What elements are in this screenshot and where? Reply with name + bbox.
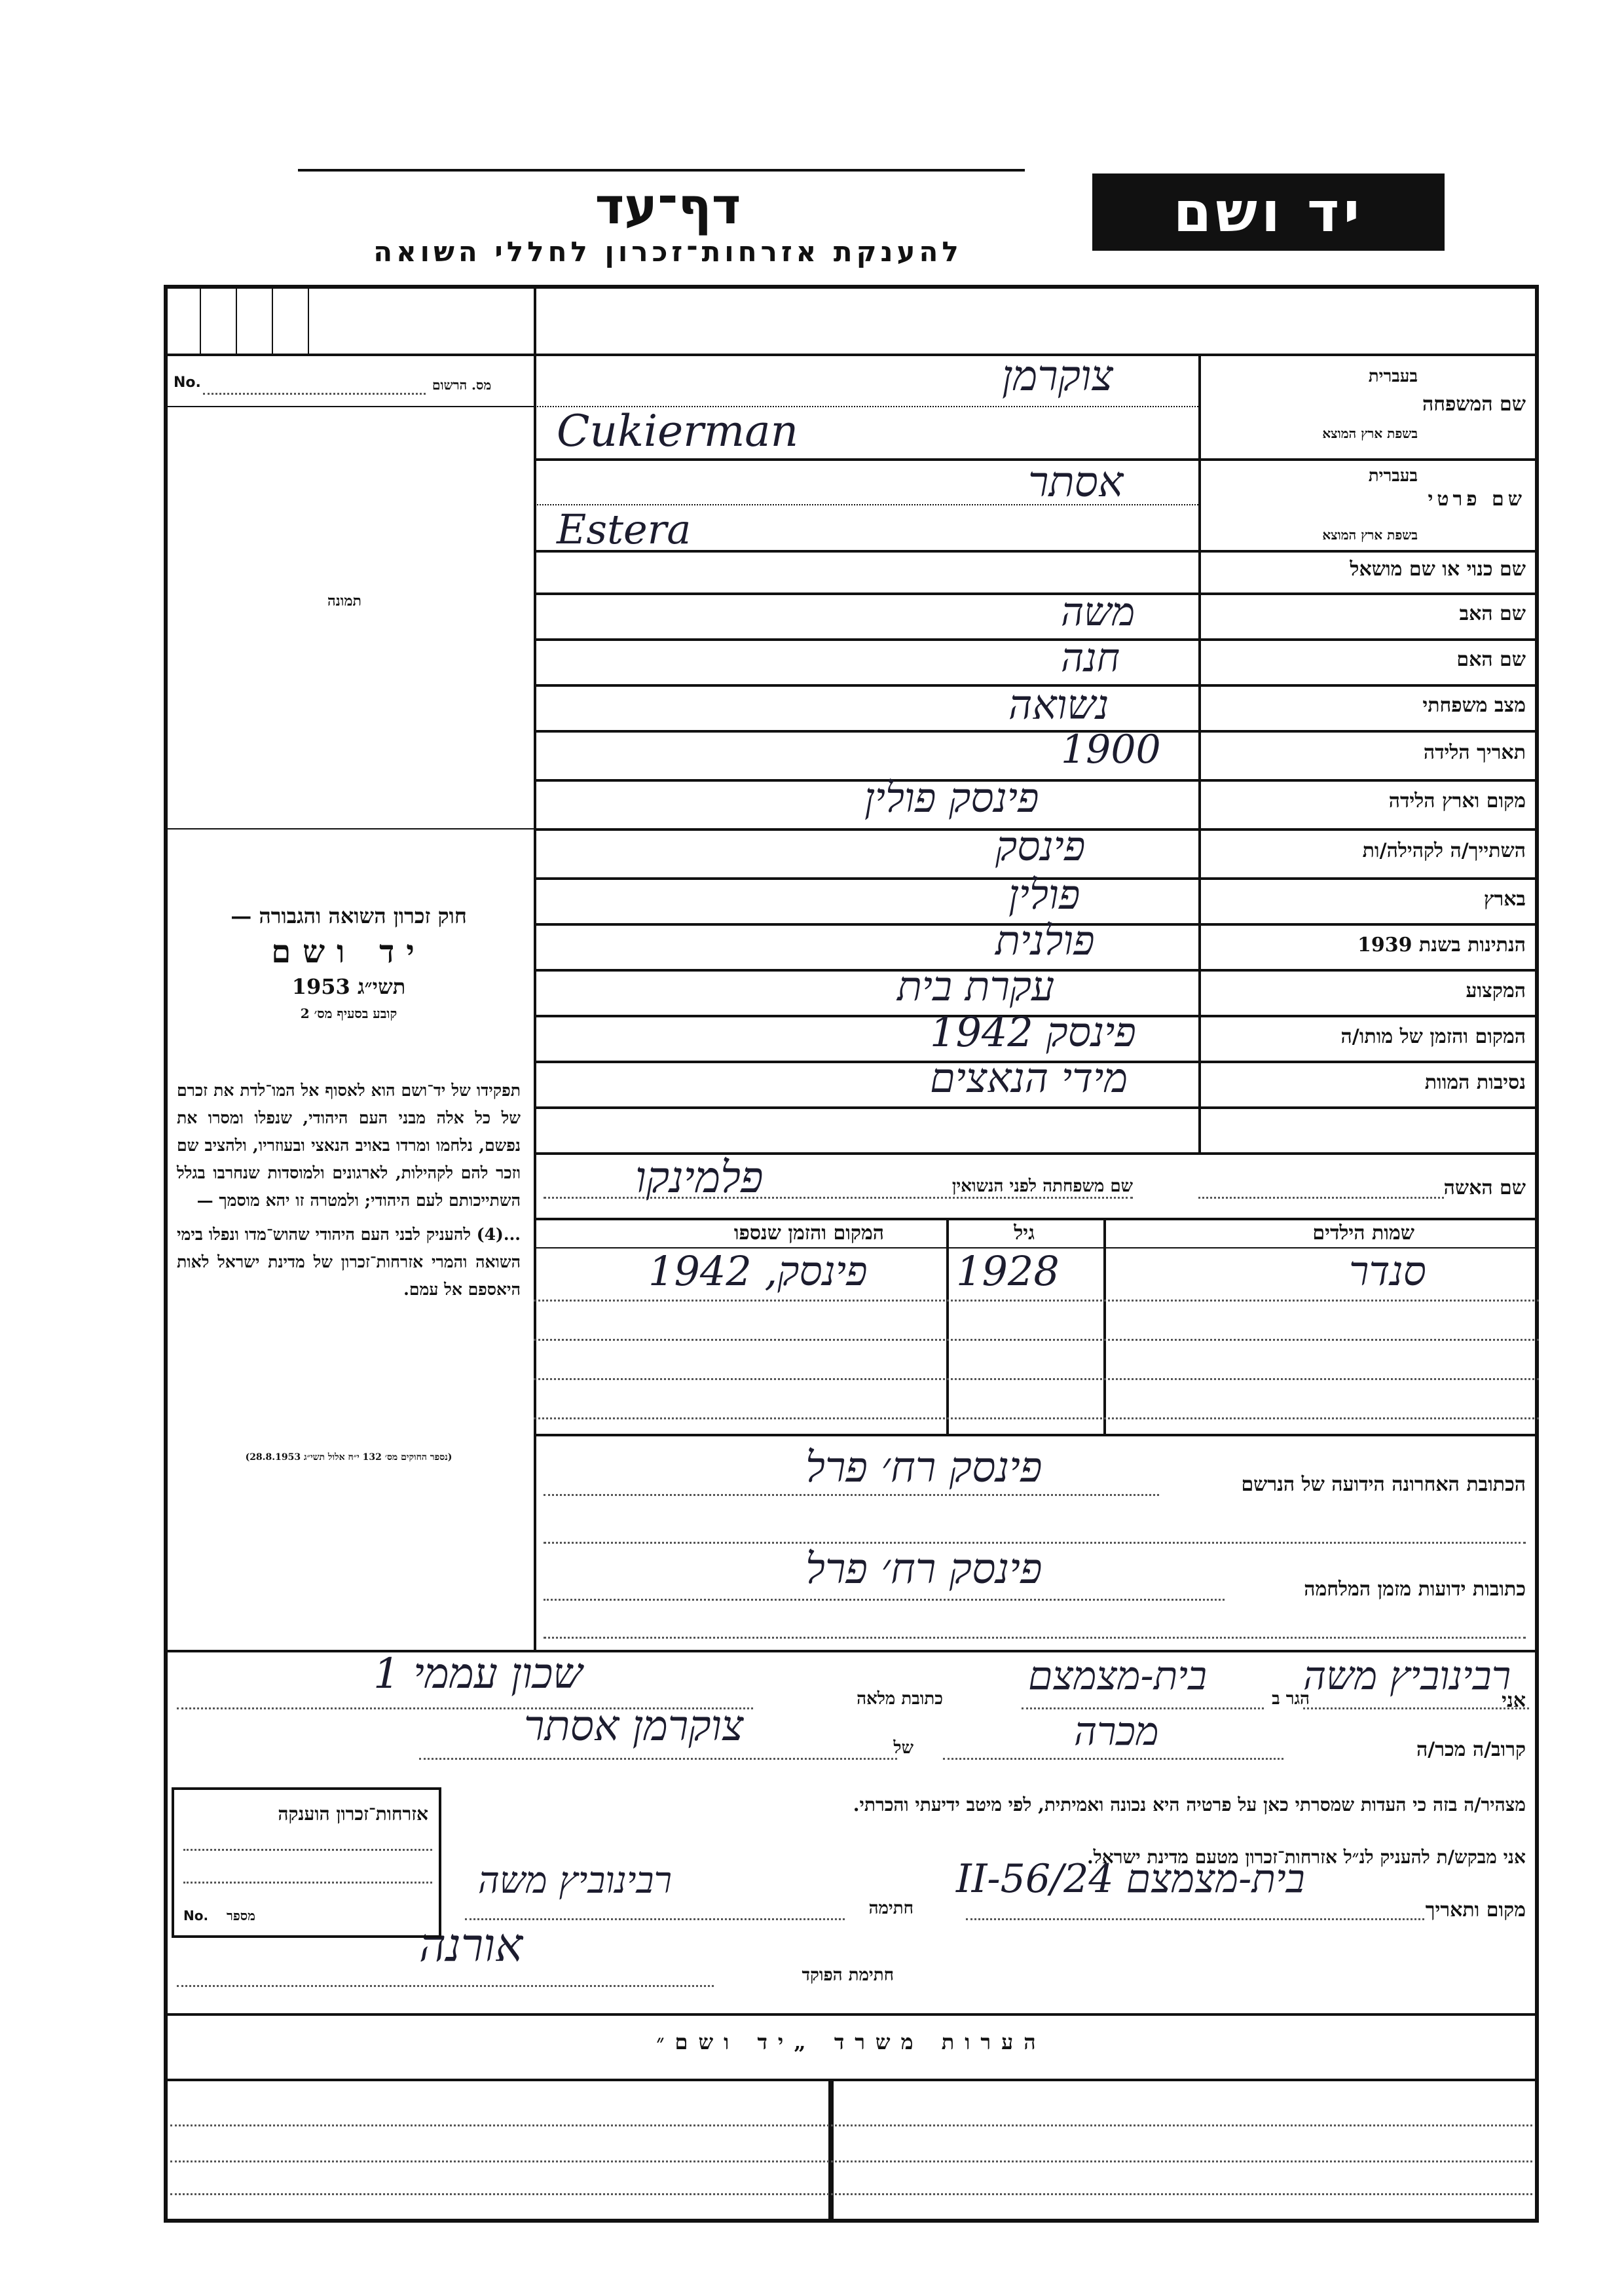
row-deathcause-bottom — [534, 1106, 1539, 1109]
reg-row-bottom — [164, 406, 534, 407]
value-war-address[interactable]: פינסק רח׳ פרל — [805, 1545, 1043, 1594]
law-title: חוק זכרון השואה והגבורה — — [231, 903, 467, 928]
value-marital[interactable]: נשואה — [1008, 681, 1109, 729]
label-birth-place: מקום וארץ הלידה — [1388, 790, 1526, 812]
value-citizenship[interactable]: פולנית — [995, 917, 1095, 964]
remarks-line[interactable] — [170, 2193, 1532, 2195]
war-address-field-2 — [544, 1637, 1526, 1639]
value-resides[interactable]: בית-מצמצם — [1028, 1653, 1207, 1699]
label-family-name: שם המשפחה — [1422, 393, 1526, 416]
i-field[interactable] — [1303, 1707, 1529, 1709]
address-divider — [534, 1434, 536, 1650]
label-place-date: מקום ותאריך — [1425, 1899, 1526, 1922]
label-nickname: שם כנוי או שם מושאל — [1350, 558, 1526, 581]
law-text — [177, 1077, 521, 1303]
label-of: של — [893, 1738, 913, 1758]
label-death-place: המקום והזמן של מותו/ה — [1340, 1025, 1526, 1048]
law-clause: קובע בסעיף מס׳ 2 — [300, 1006, 397, 1021]
col-children-age: גיל — [1014, 1222, 1035, 1245]
value-relative[interactable]: מכרה — [1074, 1709, 1159, 1755]
law-footnote: (נספר החוקים מס׳ 132 י״ח אלול תשי״ג 28.8.1953) — [245, 1452, 452, 1463]
page-subtitle: להענקת אזרחות־זכרון לחללי השואה — [373, 236, 963, 268]
value-mother[interactable]: חנה — [1061, 635, 1120, 681]
children-row-line — [534, 1339, 1539, 1341]
label-resides: הגר ב — [1272, 1689, 1310, 1709]
label-country: בארץ — [1483, 888, 1526, 911]
citizenship-no-label: No. — [183, 1908, 209, 1923]
value-country[interactable]: פולין — [1008, 871, 1080, 919]
last-address-field[interactable] — [544, 1494, 1159, 1496]
remarks-title: הערות משרד „יד ושם״ — [656, 2030, 1046, 2054]
value-place-date[interactable]: בית-מצמצם 24/II-56 — [956, 1856, 1305, 1902]
children-col-divider-2 — [1103, 1218, 1106, 1434]
label-marital: מצב משפחתי — [1422, 694, 1526, 717]
address-bottom — [164, 1650, 1539, 1652]
value-last-address[interactable]: פינסק רח׳ פרל — [805, 1444, 1043, 1492]
children-row-line — [534, 1417, 1539, 1419]
value-first-origin[interactable]: Estera — [557, 505, 692, 553]
spouse-bottom — [534, 1218, 1539, 1220]
label-officer-signature: חתימת הפוקד — [802, 1965, 894, 1985]
label-first-name: שם פרטי — [1428, 488, 1526, 511]
label-full-address: כתובת מלאה — [857, 1689, 943, 1709]
value-officer-signature[interactable]: אורנה — [419, 1918, 523, 1972]
citizenship-granted-box — [172, 1787, 441, 1938]
value-father[interactable]: משה — [1061, 589, 1135, 635]
label-signature: חתימה — [868, 1899, 913, 1918]
relative-field[interactable] — [943, 1758, 1283, 1760]
label-community: השתייך/ה לקהילה/ות — [1362, 839, 1526, 862]
label-father: שם האב — [1459, 602, 1526, 625]
children-bottom — [534, 1434, 1539, 1436]
citizenship-number-label: מספר — [227, 1908, 255, 1923]
header-rule — [298, 169, 1025, 172]
label-family-origin: בשפת ארץ המוצא — [1322, 426, 1418, 441]
logo-text: יד ושם — [1173, 180, 1364, 244]
value-death-place[interactable]: פינסק 1942 — [930, 1008, 1136, 1056]
top-box-bottom — [164, 354, 1539, 356]
citizenship-box-title: אזרחות־זכרון הוענקה — [278, 1803, 428, 1825]
label-first-origin: בשפת ארץ המוצא — [1322, 527, 1418, 543]
label-i: אני — [1502, 1689, 1526, 1712]
war-address-field[interactable] — [544, 1599, 1225, 1601]
value-signature[interactable]: רבינוביץ משה — [478, 1859, 673, 1902]
law-paragraph-1: תפקידו של יד־ושם הוא לאסוף אל המו־לדת את זכרם של כל אלה מבני העם היהודי, שנפלו ומסרו את נפשם, נלחמו ומרדו באויב הנאצי ובעוזריו, ולהציב שם וזכר להם לקהילות, לארגונים ולמוסדות שנחרבו בגלל השתייכותם לעם היהודי; ולמטרה זו יהא מוסמך — — [177, 1081, 521, 1210]
row-father-top — [534, 592, 1539, 595]
value-i[interactable]: רבינוביץ משה — [1303, 1653, 1511, 1699]
reg-no-field[interactable] — [203, 393, 426, 395]
label-last-address: הכתובת האחרונה הידועה של הנרשם — [1241, 1473, 1526, 1496]
children-col-divider-1 — [946, 1218, 949, 1434]
maiden-field[interactable] — [544, 1197, 1133, 1199]
label-family-hebrew: בעברית — [1368, 367, 1418, 386]
label-first-hebrew: בעברית — [1368, 466, 1418, 486]
value-profession[interactable]: עקרת בית — [897, 962, 1055, 1010]
value-of[interactable]: צוקרמן אסתר — [524, 1702, 744, 1751]
photo-bottom — [164, 828, 534, 829]
label-citizenship: הנתינות בשנת 1939 — [1357, 934, 1526, 957]
reg-box-4 — [308, 288, 309, 354]
of-field[interactable] — [419, 1758, 897, 1760]
law-block — [174, 903, 524, 1022]
child-name[interactable]: סנדר — [1349, 1247, 1426, 1295]
last-address-field-2 — [544, 1542, 1526, 1544]
col-children-names: שמות הילדים — [1312, 1222, 1414, 1245]
remarks-divider — [828, 2079, 834, 2219]
value-family-origin[interactable]: Cukierman — [557, 406, 799, 456]
remarks-line[interactable] — [170, 2124, 1532, 2126]
label-column-divider — [1198, 354, 1201, 1152]
label-mother: שם האם — [1456, 648, 1526, 671]
reg-label: מס. הרשום — [432, 377, 492, 393]
page-title: דף־עד — [595, 177, 741, 235]
value-first-hebrew[interactable]: אסתר — [1028, 458, 1124, 507]
request-text: אני מבקש/ת להעניק לנ״ל אזרחות־זכרון מטעם מדינת ישראל. — [1086, 1846, 1526, 1868]
label-profession: המקצוע — [1466, 979, 1526, 1002]
value-death-cause[interactable]: מידי הנאצים — [930, 1054, 1128, 1102]
law-year: תשי״ג 1953 — [291, 974, 406, 999]
value-birth-date[interactable]: 1900 — [1061, 727, 1161, 773]
officer-signature-field[interactable] — [177, 1985, 714, 1987]
photo-label: תמונה — [327, 592, 361, 610]
label-wife: שם האשה — [1443, 1176, 1526, 1199]
law-paragraph-2: ...(4) להעניק לבני העם היהודי שהוש־מדו ונפלו בימי השואה והמרי אזרחות־זכרון של מדינת ישראל לאות היאספם אל עמם. — [177, 1225, 521, 1299]
child-place[interactable]: פינסק, 1942 — [648, 1247, 868, 1295]
label-birth-date: תאריך הלידה — [1423, 741, 1526, 764]
label-relative: קרוב/ה מכר/ה — [1416, 1738, 1526, 1761]
law-name: יד ושם — [271, 934, 426, 970]
col-children-place: המקום והזמן שנספו — [733, 1222, 884, 1245]
declaration-text: מצהיר/ה בזה כי העדות שמסרתי כאן על פרטיה היא נכונה ואמיתית, לפי מיטב ידיעתי והכרתי. — [853, 1794, 1526, 1815]
children-row-line — [534, 1300, 1539, 1302]
label-death-cause: נסיבות המוות — [1424, 1071, 1526, 1094]
yad-vashem-logo — [1092, 173, 1445, 251]
reg-box-3 — [272, 288, 273, 354]
row-birthdate-top — [534, 730, 1539, 733]
row-mother-top — [534, 638, 1539, 641]
child-age[interactable]: 1928 — [956, 1247, 1060, 1295]
reg-no-label: No. — [174, 374, 201, 391]
remarks-line[interactable] — [170, 2160, 1532, 2162]
value-community[interactable]: פינסק — [995, 822, 1086, 870]
label-maiden-name: שם משפחתה לפני הנשואין — [951, 1176, 1133, 1196]
value-family-hebrew[interactable]: צוקרמן — [1002, 352, 1113, 401]
value-full-address[interactable]: שכון עממי 1 — [373, 1650, 583, 1698]
label-war-address: כתובות ידועות מזמן המלחמה — [1304, 1578, 1526, 1601]
place-date-field[interactable] — [966, 1918, 1424, 1920]
value-birth-place[interactable]: פינסק פולין — [864, 774, 1039, 822]
remarks-header-bottom — [164, 2079, 1539, 2081]
declarant-bottom — [164, 2013, 1539, 2016]
value-maiden-name[interactable]: פלמינקו — [635, 1152, 764, 1203]
children-row-line — [534, 1378, 1539, 1380]
wife-field[interactable] — [1198, 1197, 1444, 1199]
reg-box-1 — [200, 288, 201, 354]
reg-box-2 — [236, 288, 237, 354]
